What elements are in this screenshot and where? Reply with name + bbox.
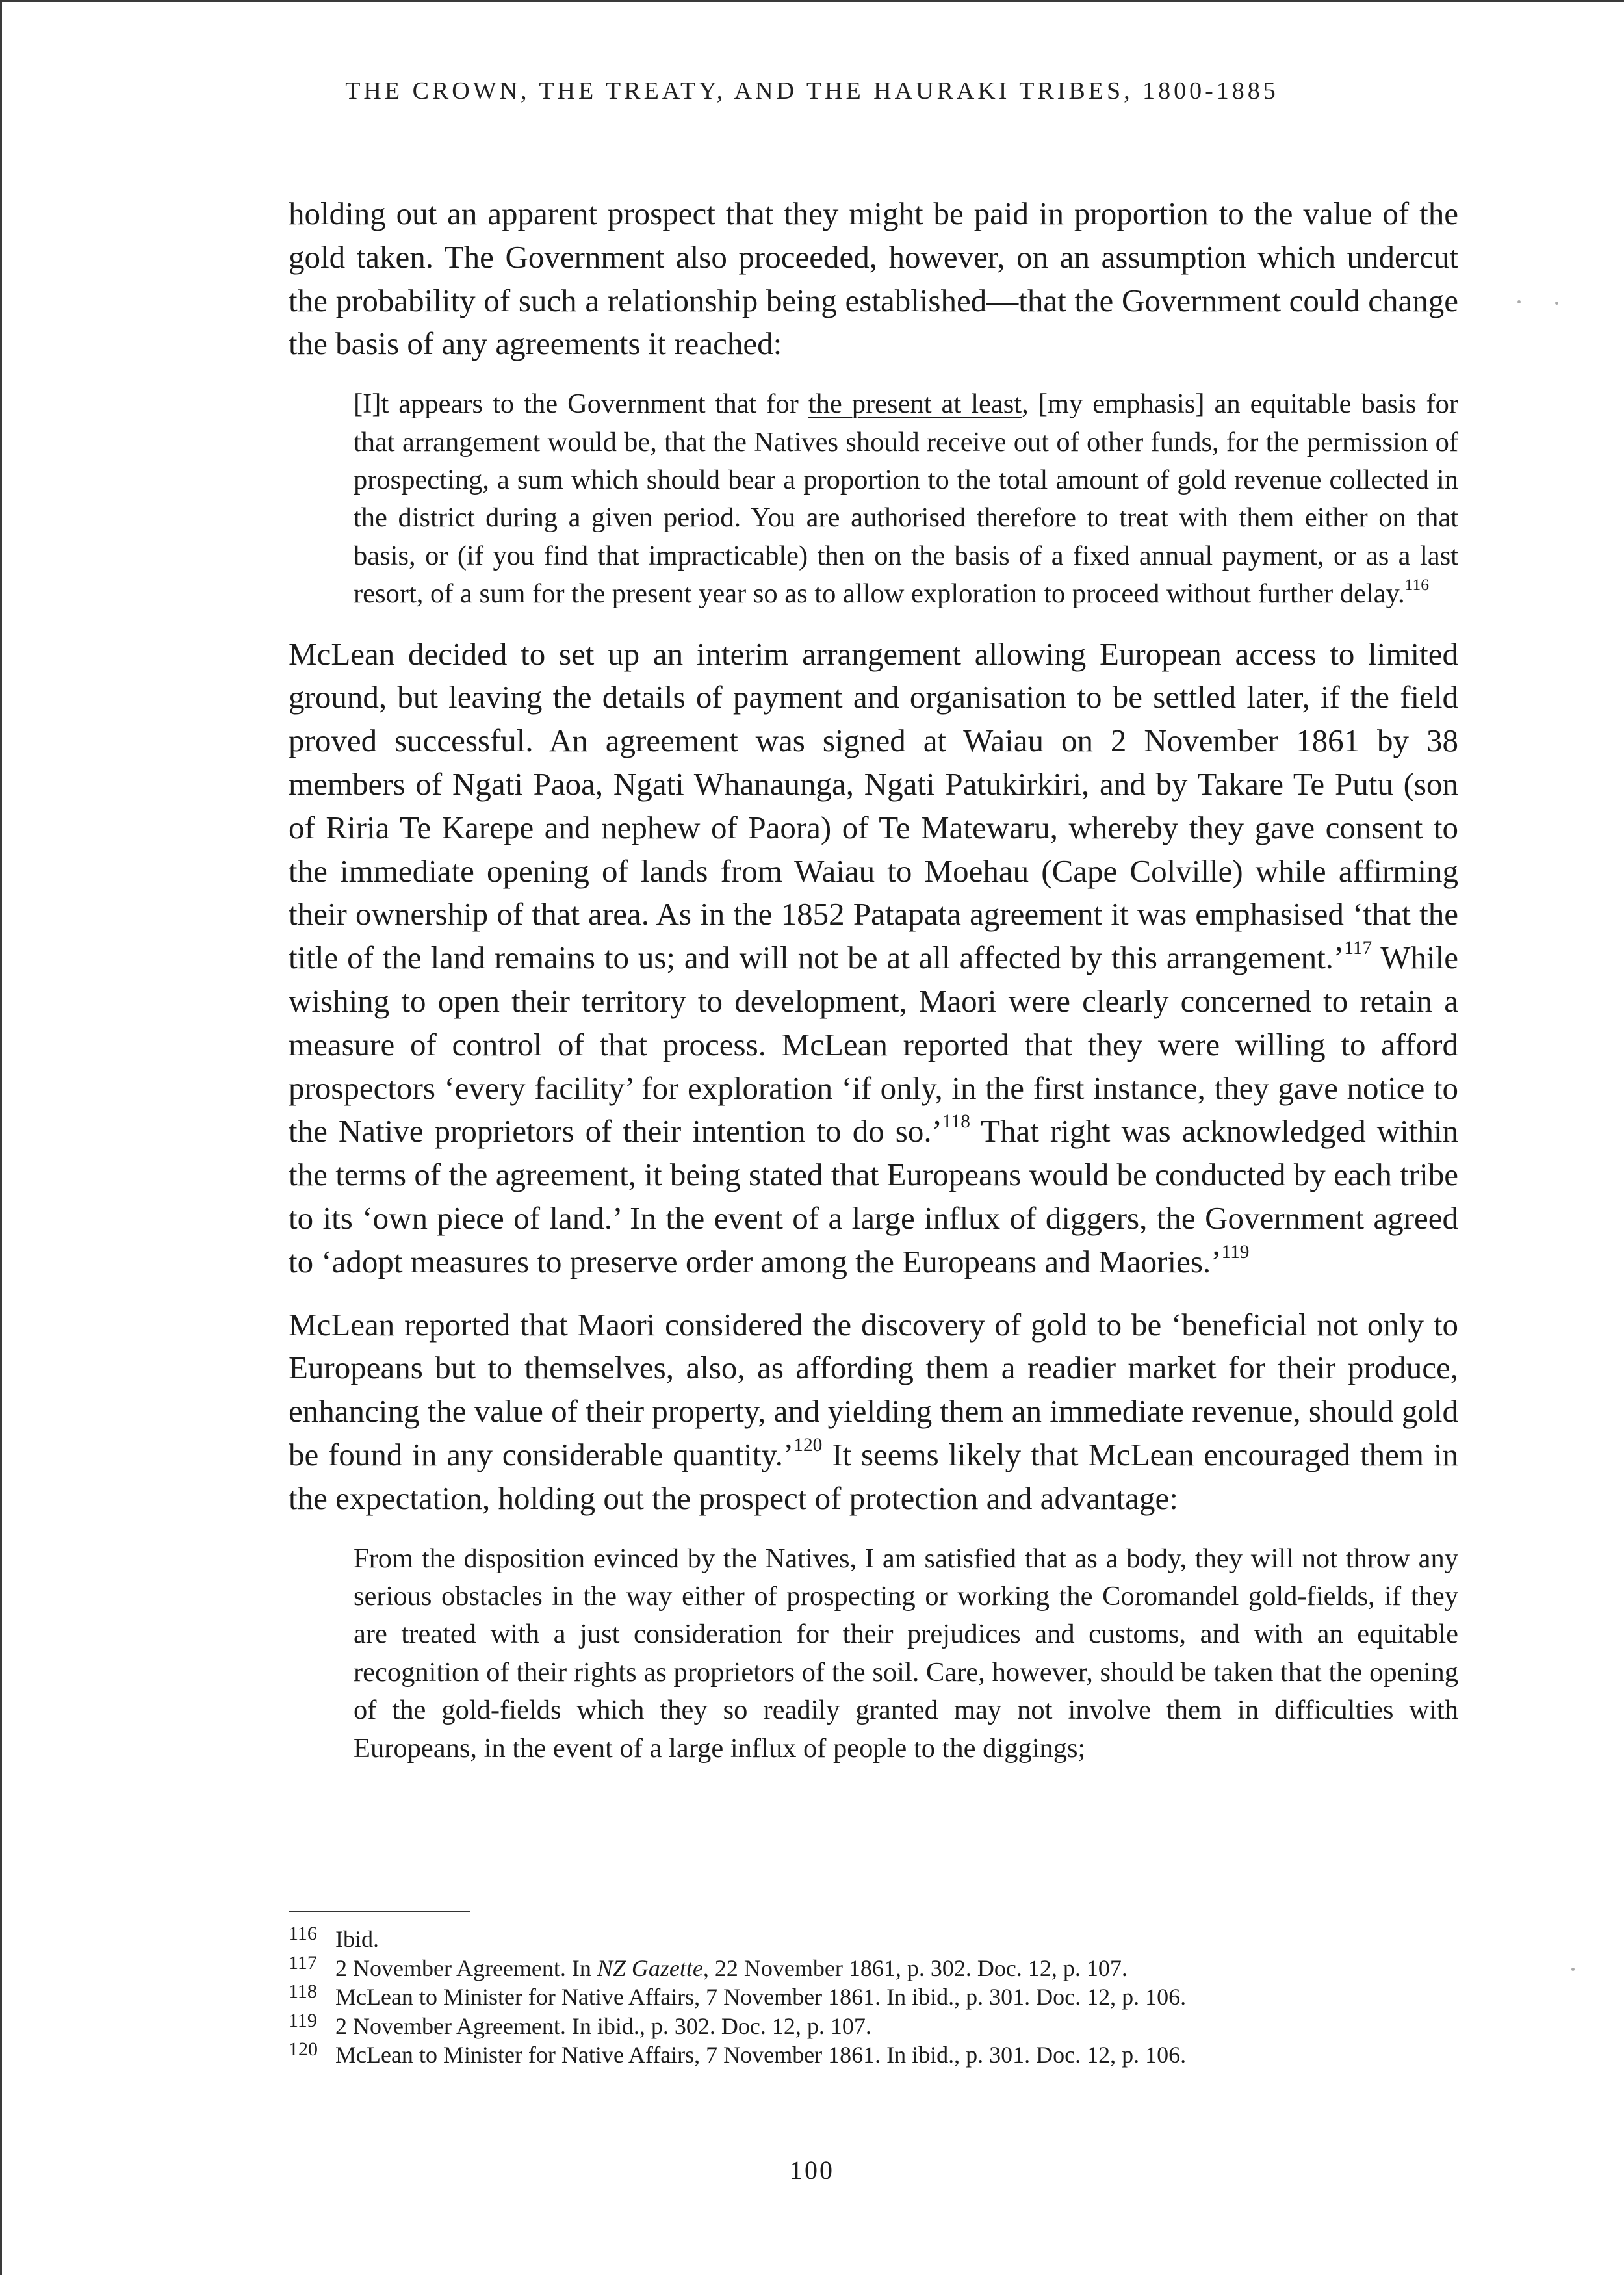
footnote-publication-title: NZ Gazette [597,1955,703,1981]
footnotes [289,1925,1458,2070]
footnote-120 [289,2040,1458,2070]
footnote-divider [289,1911,470,1912]
quote-1-emphasis: the present at least [808,389,1022,420]
footnote-text: 2 November Agreement. In ibid., p. 302. Doc. 12, p. 107. [335,2012,871,2039]
footnote-text: McLean to Minister for Native Affairs, 7 November 1861. In ibid., p. 301. Doc. 12, p. 106. [335,1984,1187,2011]
body-text [289,192,1458,1787]
footnote-text [335,1954,1458,1983]
footnote-text: Ibid. [335,1926,379,1952]
footnote-text-a: 2 November Agreement. In [335,1955,597,1981]
block-quote-2: From the disposition evinced by the Natives, I am satisfied that as a body, they will not throw any serious obstacles in the way either of prospecting or working the Coromandel gold-fields, if they are treated with a just consideration for their prejudices and customs, and with an equitable recognition of their rights as proprietors of the soil. Care, however, should be taken that the opening of the gold-fields which they so readily granted may not involve them in difficulties with Europeans, in the event of a large influx of people to the diggings; [354,1543,1458,1764]
running-head: THE CROWN, THE TREATY, AND THE HAURAKI TRIBES, 1800-1885 [345,77,1279,105]
scan-speck [1517,300,1521,303]
footnote-number: 119 [289,2009,317,2031]
top-border [0,0,1624,2]
paragraph-2-text-b: While wishing to open their territory to development, Maori were clearly concerned to retain a measure of control of that process. McLean reported that they were willing to afford prospectors ‘every facility’ for exploration ‘if only, in the first instance, they gave notice to the Native proprietors of their intention to do so.’ [289,940,1458,1150]
scan-speck [1571,1968,1575,1971]
paragraph-1: holding out an apparent prospect that they might be paid in proportion to the value of the gold taken. The Government also proceeded, however, on an assumption which undercut the probability of such a relationship being established—that the Government could change the basis of any agreements it reached: [289,196,1458,362]
paragraph-3 [289,1304,1458,1521]
footnote-number: 116 [289,1923,317,1944]
left-border [0,0,2,2275]
footnote-119 [289,2009,1458,2041]
footnote-number: 120 [289,2038,318,2061]
footnote-number: 117 [289,1951,317,1973]
page-number: 100 [790,2155,834,2185]
block-quote-1 [354,385,1458,613]
footnote-117 [289,1951,1458,1983]
quote-1-text-b: , [my emphasis] an equitable basis for that arrangement would be, that the Natives should receive out of other funds, for the permission of prospecting, a sum which should bear a proportion to the total amount of gold revenue collected in the district during a given period. You are authorised therefore to treat with them either on that basis, or (if you find that impracticable) then on the basis of a fixed annual payment, or as a last resort, of a sum for the present year so as to allow exploration to proceed without further delay. [354,389,1459,610]
footnote-ref-120[interactable]: 120 [793,1434,823,1456]
footnote-ref-116[interactable]: 116 [1404,575,1429,595]
paragraph-3-text-b: It seems likely that McLean encouraged them in the expectation, holding out the prospect of protection and advantage: [289,1436,1458,1516]
footnote-ref-119[interactable]: 119 [1221,1241,1250,1263]
quote-1-text-a: [I]t appears to the Government that for [354,389,808,420]
scan-speck [1555,302,1558,305]
footnote-text-b: , 22 November 1861, p. 302. Doc. 12, p. 107. [702,1955,1128,1981]
footnote-116 [289,1925,1458,1954]
paragraph-3-text-a: McLean reported that Maori considered the discovery of gold to be ‘beneficial not only to Europeans but to themselves, also, as affording them a readier market for their produce, enhancing the value of their property, and yielding them an immediate revenue, should gold be found in any considerable quantity.’ [289,1306,1458,1472]
footnote-ref-117[interactable]: 117 [1344,938,1373,959]
paragraph-2-text-c: That right was acknowledged within the terms of the agreement, it being stated that Europeans would be conducted by each tribe to its ‘own piece of land.’ In the event of a large influx of diggers, the Government agreed to ‘adopt measures to preserve order among the Europeans and Maories.’ [289,1113,1458,1279]
paragraph-2-text-a: McLean decided to set up an interim arrangement allowing European access to limited ground, but leaving the details of payment and organisation to be settled later, if the field proved successful. An agreement was signed at Waiau on 2 November 1861 by 38 members of Ngati Paoa, Ngati Whanaunga, Ngati Patukirkiri, and by Takare Te Putu (son of Riria Te Karepe and nephew of Paora) of Te Matewaru, whereby they gave consent to the immediate opening of lands from Waiau to Moehau (Cape Colville) while affirming their ownership of that area. As in the 1852 Patapata agreement it was emphasised ‘that the title of the land remains to us; and will not be at all affected by this arrangement.’ [289,636,1458,976]
footnote-text: McLean to Minister for Native Affairs, 7 November 1861. In ibid., p. 301. Doc. 12, p. 106. [335,2042,1187,2068]
footnote-ref-118[interactable]: 118 [942,1111,970,1133]
footnote-118 [289,1983,1458,2012]
paragraph-2 [289,633,1458,1284]
footnote-number: 118 [289,1981,317,2003]
